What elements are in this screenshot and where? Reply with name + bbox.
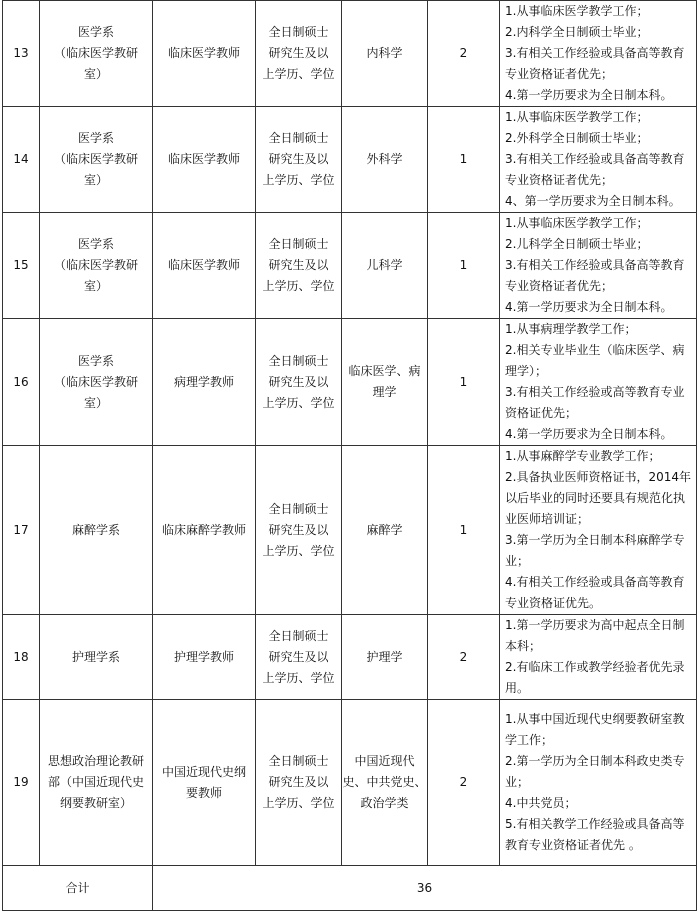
major-cell: 外科学 xyxy=(342,107,428,213)
row-index: 14 xyxy=(3,107,40,213)
department-cell: 护理学系 xyxy=(40,615,153,700)
department-cell: 医学系 （临床医学教研 室） xyxy=(40,1,153,107)
requirements-cell: 1.从事临床医学教学工作； 2.内科学全日制硕士毕业； 3.有相关工作经验或具备高等教育 专业资格证者优先； 4.第一学历要求为全日制本科。 xyxy=(500,1,697,107)
requirements-cell: 1.从事病理学教学工作； 2.相关专业毕业生（临床医学、病 理学）； 3.有相关工作经验或高等教育专业 资格证优先； 4.第一学历要求为全日制本科。 xyxy=(500,319,697,446)
headcount-cell: 2 xyxy=(428,700,500,866)
headcount-cell: 1 xyxy=(428,446,500,615)
education-cell: 全日制硕士 研究生及以 上学历、学位 xyxy=(256,700,342,866)
major-cell: 临床医学、病 理学 xyxy=(342,319,428,446)
row-index: 13 xyxy=(3,1,40,107)
recruitment-table xyxy=(2,0,697,911)
headcount-cell: 2 xyxy=(428,615,500,700)
department-cell: 医学系 （临床医学教研 室） xyxy=(40,319,153,446)
table-row xyxy=(3,319,697,446)
table-row xyxy=(3,700,697,866)
position-cell: 病理学教师 xyxy=(153,319,256,446)
position-cell: 临床医学教师 xyxy=(153,213,256,319)
major-cell: 儿科学 xyxy=(342,213,428,319)
position-cell: 护理学教师 xyxy=(153,615,256,700)
major-cell: 护理学 xyxy=(342,615,428,700)
row-index: 19 xyxy=(3,700,40,866)
major-cell: 内科学 xyxy=(342,1,428,107)
requirements-cell: 1.从事中国近现代史纲要教研室教 学工作； 2.第一学历为全日制本科政史类专 业； 4.中共党员； 5.有相关教学工作经验或具备高等 教育专业资格证者优先 。 xyxy=(500,700,697,866)
department-cell: 思想政治理论教研 部（中国近现代史 纲要教研室） xyxy=(40,700,153,866)
requirements-cell: 1.从事临床医学教学工作； 2.儿科学全日制硕士毕业； 3.有相关工作经验或具备高等教育 专业资格证者优先； 4.第一学历要求为全日制本科。 xyxy=(500,213,697,319)
education-cell: 全日制硕士 研究生及以 上学历、学位 xyxy=(256,615,342,700)
table-row xyxy=(3,615,697,700)
major-cell: 中国近现代 史、中共党史、 政治学类 xyxy=(342,700,428,866)
position-cell: 临床医学教师 xyxy=(153,107,256,213)
education-cell: 全日制硕士 研究生及以 上学历、学位 xyxy=(256,1,342,107)
position-cell: 中国近现代史纲 要教师 xyxy=(153,700,256,866)
requirements-cell: 1.从事临床医学教学工作； 2.外科学全日制硕士毕业； 3.有相关工作经验或具备高等教育 专业资格证者优先； 4、第一学历要求为全日制本科。 xyxy=(500,107,697,213)
education-cell: 全日制硕士 研究生及以 上学历、学位 xyxy=(256,446,342,615)
headcount-cell: 1 xyxy=(428,107,500,213)
position-cell: 临床医学教师 xyxy=(153,1,256,107)
education-cell: 全日制硕士 研究生及以 上学历、学位 xyxy=(256,107,342,213)
table-row xyxy=(3,1,697,107)
table-row xyxy=(3,213,697,319)
headcount-cell: 1 xyxy=(428,213,500,319)
total-label: 合计 xyxy=(3,866,153,911)
table-body xyxy=(3,1,697,911)
table-row xyxy=(3,107,697,213)
table-row xyxy=(3,446,697,615)
department-cell: 医学系 （临床医学教研 室） xyxy=(40,107,153,213)
education-cell: 全日制硕士 研究生及以 上学历、学位 xyxy=(256,319,342,446)
row-index: 17 xyxy=(3,446,40,615)
education-cell: 全日制硕士 研究生及以 上学历、学位 xyxy=(256,213,342,319)
position-cell: 临床麻醉学教师 xyxy=(153,446,256,615)
total-value: 36 xyxy=(153,866,697,911)
row-index: 15 xyxy=(3,213,40,319)
department-cell: 医学系 （临床医学教研 室） xyxy=(40,213,153,319)
row-index: 18 xyxy=(3,615,40,700)
row-index: 16 xyxy=(3,319,40,446)
department-cell: 麻醉学系 xyxy=(40,446,153,615)
requirements-cell: 1.第一学历要求为高中起点全日制 本科； 2.有临床工作或教学经验者优先录 用。 xyxy=(500,615,697,700)
requirements-cell: 1.从事麻醉学专业教学工作； 2.具备执业医师资格证书，2014年 以后毕业的同时还要具有规范化执 业医师培训证； 3.第一学历为全日制本科麻醉学专 业； 4.有相关工作经验或具备高等教育 专业资格证优先。 xyxy=(500,446,697,615)
headcount-cell: 1 xyxy=(428,319,500,446)
headcount-cell: 2 xyxy=(428,1,500,107)
major-cell: 麻醉学 xyxy=(342,446,428,615)
